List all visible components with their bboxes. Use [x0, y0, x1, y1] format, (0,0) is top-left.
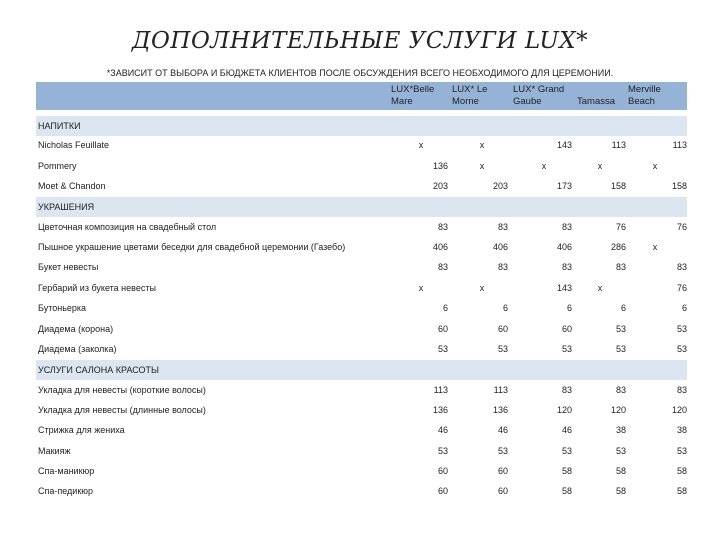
price-cell: 38 [615, 425, 626, 436]
row-label: Moet & Chandon [38, 181, 106, 192]
price-cell: x [597, 282, 603, 293]
row-label: Pommery [38, 160, 77, 171]
price-cell: 158 [610, 181, 626, 192]
price-cell: 136 [492, 404, 508, 415]
table-row [36, 462, 687, 482]
row-label: Гербарий из букета невесты [38, 282, 156, 293]
price-cell: x [418, 282, 424, 293]
price-cell: 143 [556, 282, 572, 293]
row-label: Стрижка для жениха [38, 425, 125, 436]
table-row [36, 340, 687, 360]
price-cell: 120 [556, 404, 572, 415]
table-row [36, 401, 687, 421]
row-label: Диадема (корона) [38, 323, 114, 334]
price-cell: 136 [432, 404, 448, 415]
price-cell: 6 [620, 303, 626, 314]
row-label: Цветочная композиция на свадебный стол [38, 221, 217, 232]
price-cell: 46 [561, 425, 572, 436]
price-cell: 113 [493, 384, 508, 395]
price-cell: 113 [433, 384, 448, 395]
price-cell: 53 [437, 343, 448, 354]
row-label: Пышное украшение цветами беседки для свадебной церемонии (Газебо) [38, 242, 346, 253]
price-cell: 60 [497, 486, 508, 497]
price-cell: 83 [615, 262, 626, 273]
page-title: ДОПОЛНИТЕЛЬНЫЕ УСЛУГИ LUX* [131, 28, 589, 54]
price-cell: 83 [676, 384, 687, 395]
table-row [36, 218, 687, 238]
table-row [36, 299, 687, 319]
column-header-grand-gaube: LUX* Grand Gaube [513, 84, 565, 107]
table-row [36, 320, 687, 340]
price-cell: 38 [676, 425, 687, 436]
price-cell: 406 [432, 242, 448, 253]
price-cell: x [652, 160, 658, 171]
table-row [36, 238, 687, 258]
price-cell: 83 [615, 384, 626, 395]
price-cell: 46 [497, 425, 508, 436]
price-cell: 58 [615, 465, 626, 476]
row-label: Диадема (заколка) [38, 343, 117, 354]
row-label: Макияж [38, 445, 71, 456]
price-cell: 60 [437, 323, 448, 334]
price-cell: 58 [561, 486, 572, 497]
section-header-row [36, 197, 687, 217]
price-cell: 76 [676, 221, 687, 232]
price-cell: 83 [561, 221, 572, 232]
price-cell: 120 [671, 404, 687, 415]
price-cell: 83 [561, 262, 572, 273]
price-cell: 173 [556, 181, 572, 192]
page-subtitle: *ЗАВИСИТ ОТ ВЫБОРА И БЮДЖЕТА КЛИЕНТОВ ПОСЛЕ ОБСУЖДЕНИЯ ВСЕГО НЕОБХОДИМОГО ДЛЯ ЦЕРЕМОНИИ. [106, 68, 614, 78]
price-cell: 120 [610, 404, 626, 415]
column-header-belle-mare: LUX*Belle Mare [391, 84, 435, 107]
price-cell: 158 [671, 181, 687, 192]
table-row [36, 482, 687, 502]
row-label: Спа-педикюр [38, 486, 94, 497]
table-row [36, 279, 687, 299]
price-cell: 60 [561, 323, 572, 334]
price-cell: 113 [611, 140, 626, 151]
price-cell: 53 [437, 445, 448, 456]
price-cell: x [597, 160, 603, 171]
price-cell: x [652, 242, 658, 253]
price-cell: 203 [492, 181, 508, 192]
price-cell: 53 [497, 343, 508, 354]
price-cell: 406 [492, 242, 508, 253]
price-cell: 60 [437, 465, 448, 476]
table-row [36, 157, 687, 177]
section-label: УСЛУГИ САЛОНА КРАСОТЫ [38, 365, 160, 376]
price-cell: 53 [561, 445, 572, 456]
section-label: НАПИТКИ [38, 121, 81, 131]
row-label: Укладка для невесты (длинные волосы) [38, 404, 206, 415]
table-row [36, 136, 687, 156]
price-cell: 76 [615, 221, 626, 232]
price-cell: 83 [497, 221, 508, 232]
price-cell: x [418, 140, 424, 151]
row-label: Букет невесты [38, 262, 99, 273]
column-header-tamassa: Tamassa [577, 96, 616, 107]
row-label: Спа-маникюр [38, 465, 95, 476]
price-cell: x [479, 282, 485, 293]
price-cell: 83 [497, 262, 508, 273]
price-cell: 6 [502, 303, 508, 314]
price-cell: 6 [566, 303, 572, 314]
table-row [36, 421, 687, 441]
price-cell: 76 [676, 282, 687, 293]
price-cell: 6 [442, 303, 448, 314]
price-cell: 136 [432, 160, 448, 171]
price-cell: 58 [615, 486, 626, 497]
price-cell: 60 [497, 323, 508, 334]
price-cell: 53 [615, 445, 626, 456]
section-label: УКРАШЕНИЯ [38, 202, 95, 213]
price-cell: x [541, 160, 547, 171]
table-row [36, 381, 687, 401]
price-cell: 113 [672, 140, 687, 151]
price-cell: 83 [676, 262, 687, 273]
price-cell: 143 [556, 140, 572, 151]
price-cell: 6 [681, 303, 687, 314]
price-cell: 53 [561, 343, 572, 354]
price-cell: 203 [432, 181, 448, 192]
price-cell: 58 [676, 486, 687, 497]
price-cell: 83 [561, 384, 572, 395]
price-cell: 60 [497, 465, 508, 476]
section-header-row [36, 116, 687, 136]
price-cell: 286 [610, 242, 626, 253]
row-label: Nicholas Feuillate [38, 140, 110, 151]
column-header-le-morne: LUX* Le Morne [452, 84, 488, 107]
price-cell: 46 [437, 425, 448, 436]
table-row [36, 177, 687, 197]
price-cell: x [479, 160, 485, 171]
row-label: Бутоньерка [38, 303, 87, 314]
price-cell: 53 [676, 323, 687, 334]
price-cell: 58 [561, 465, 572, 476]
price-cell: 83 [437, 262, 448, 273]
price-cell: 406 [556, 242, 572, 253]
table-row [36, 442, 687, 462]
column-header-merville-beach: Merville Beach [628, 84, 661, 107]
price-cell: 58 [676, 465, 687, 476]
table-row [36, 258, 687, 278]
price-cell: 53 [676, 445, 687, 456]
row-label: Укладка для невесты (короткие волосы) [38, 384, 206, 395]
table-header-blank [36, 82, 388, 110]
price-cell: 53 [615, 343, 626, 354]
price-cell: 53 [676, 343, 687, 354]
price-cell: 83 [437, 221, 448, 232]
section-header-row [36, 360, 687, 380]
price-cell: 60 [437, 486, 448, 497]
price-cell: x [479, 140, 485, 151]
price-cell: 53 [615, 323, 626, 334]
price-cell: 53 [497, 445, 508, 456]
